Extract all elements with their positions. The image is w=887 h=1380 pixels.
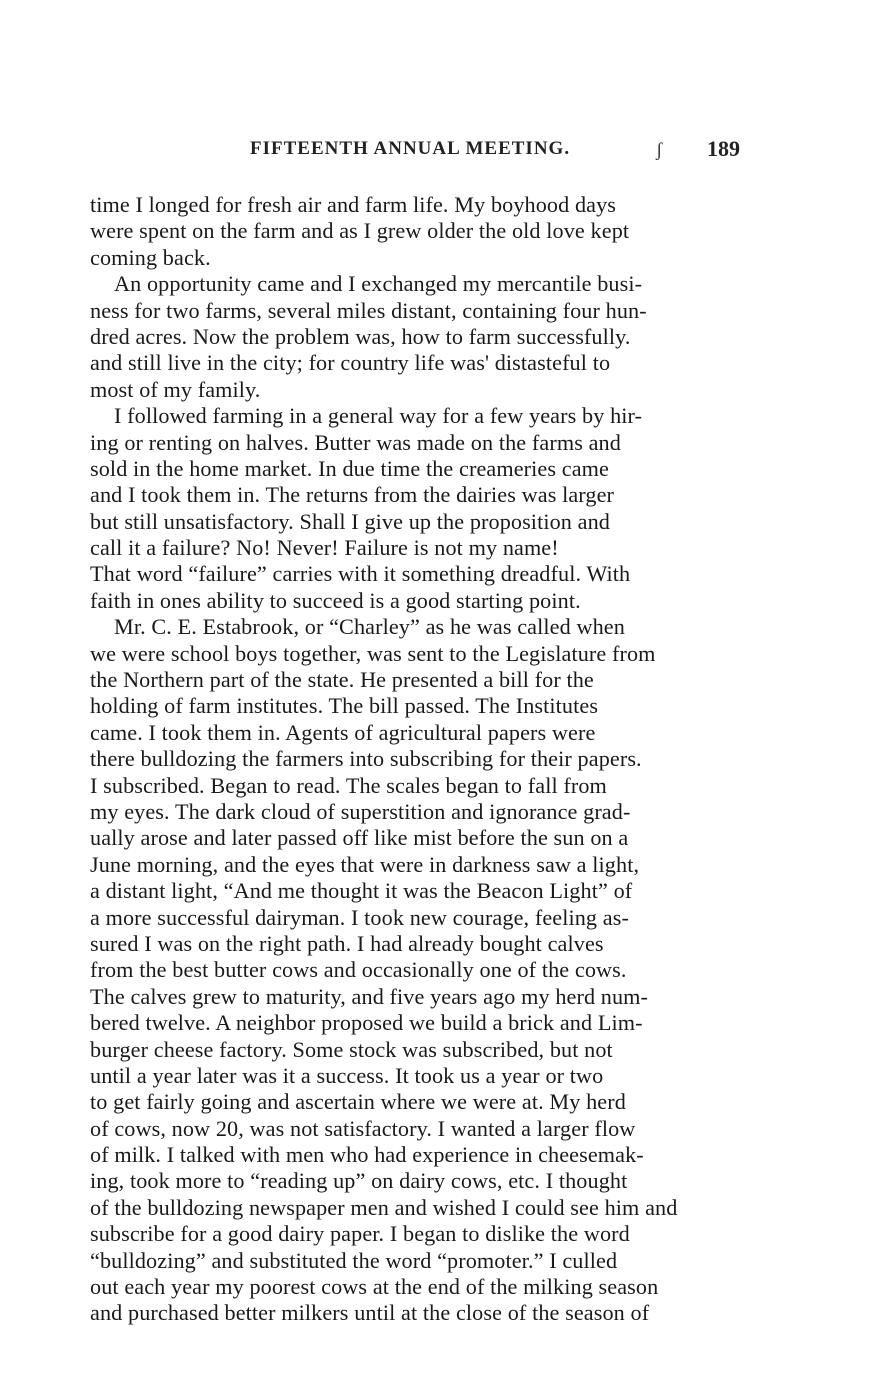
text-line: until a year later was it a success. It took us a year or two bbox=[90, 1062, 604, 1088]
text-line: a more successful dairyman. I took new courage, feeling as- bbox=[90, 904, 629, 930]
text-line: came. I took them in. Agents of agricultural papers were bbox=[90, 719, 596, 745]
text-line: I followed farming in a general way for a few years by hir- bbox=[114, 403, 643, 429]
text-line: ing, took more to “reading up” on dairy cows, etc. I thought bbox=[90, 1168, 628, 1194]
text-line: An opportunity came and I exchanged my mercantile busi- bbox=[114, 271, 643, 297]
text-line: time I longed for fresh air and farm life. My boyhood days bbox=[90, 192, 617, 217]
text-line: from the best butter cows and occasionally one of the cows. bbox=[90, 957, 627, 983]
running-head-mark: ʃ bbox=[656, 140, 663, 161]
text-line: and purchased better milkers until at the close of the season of bbox=[90, 1300, 650, 1326]
text-line: I subscribed. Began to read. The scales began to fall from bbox=[90, 772, 607, 798]
text-line: out each year my poorest cows at the end of the milking season bbox=[90, 1274, 659, 1300]
running-head-title: FIFTEENTH ANNUAL MEETING. bbox=[250, 138, 571, 159]
text-line: a distant light, “And me thought it was the Beacon Light” of bbox=[90, 878, 633, 904]
text-line: Mr. C. E. Estabrook, or “Charley” as he was called when bbox=[114, 614, 625, 640]
text-line: The calves grew to maturity, and five years ago my herd num- bbox=[90, 983, 649, 1009]
text-line: ually arose and later passed off like mist before the sun on a bbox=[90, 825, 629, 851]
text-line: and still live in the city; for country life was' distasteful to bbox=[90, 350, 611, 376]
text-line: call it a failure? No! Never! Failure is not my name! bbox=[90, 535, 559, 561]
text-line: ness for two farms, several miles distant, containing four hun- bbox=[90, 297, 647, 323]
text-line: subscribe for a good dairy paper. I began to dislike the word bbox=[90, 1221, 630, 1247]
text-line: but still unsatisfactory. Shall I give up the proposition and bbox=[90, 508, 610, 534]
text-line: of the bulldozing newspaper men and wished I could see him and bbox=[90, 1194, 678, 1220]
page-number: 189 bbox=[707, 136, 740, 161]
text-line: coming back. bbox=[90, 244, 211, 270]
text-line: we were school boys together, was sent to the Legislature from bbox=[90, 640, 656, 666]
text-line: were spent on the farm and as I grew older the old love kept bbox=[90, 218, 630, 244]
text-line: of milk. I talked with men who had experience in cheesemak- bbox=[90, 1142, 644, 1168]
text-line: “bulldozing” and substituted the word “promoter.” I culled bbox=[90, 1247, 618, 1273]
text-line: my eyes. The dark cloud of superstition and ignorance grad- bbox=[90, 798, 631, 824]
text-line: sured I was on the right path. I had already bought calves bbox=[90, 930, 604, 956]
text-line: burger cheese factory. Some stock was subscribed, but not bbox=[90, 1036, 613, 1062]
text-line: of cows, now 20, was not satisfactory. I wanted a larger flow bbox=[90, 1115, 636, 1141]
text-line: the Northern part of the state. He presented a bill for the bbox=[90, 667, 594, 693]
text-line: June morning, and the eyes that were in darkness saw a light, bbox=[90, 851, 640, 877]
running-head bbox=[90, 138, 740, 168]
text-line: to get fairly going and ascertain where we were at. My herd bbox=[90, 1089, 626, 1115]
text-line: ing or renting on halves. Butter was made on the farms and bbox=[90, 429, 621, 455]
body-text bbox=[90, 192, 738, 1327]
text-line: most of my family. bbox=[90, 376, 261, 402]
text-line: holding of farm institutes. The bill passed. The Institutes bbox=[90, 693, 599, 719]
text-line: bered twelve. A neighbor proposed we build a brick and Lim- bbox=[90, 1010, 643, 1036]
text-line: That word “failure” carries with it something dreadful. With bbox=[90, 561, 631, 587]
text-line: and I took them in. The returns from the dairies was larger bbox=[90, 482, 615, 508]
text-line: dred acres. Now the problem was, how to farm successfully. bbox=[90, 323, 631, 349]
text-line: sold in the home market. In due time the creameries came bbox=[90, 455, 609, 481]
text-line: faith in ones ability to succeed is a good starting point. bbox=[90, 587, 581, 613]
text-line: there bulldozing the farmers into subscribing for their papers. bbox=[90, 746, 642, 772]
